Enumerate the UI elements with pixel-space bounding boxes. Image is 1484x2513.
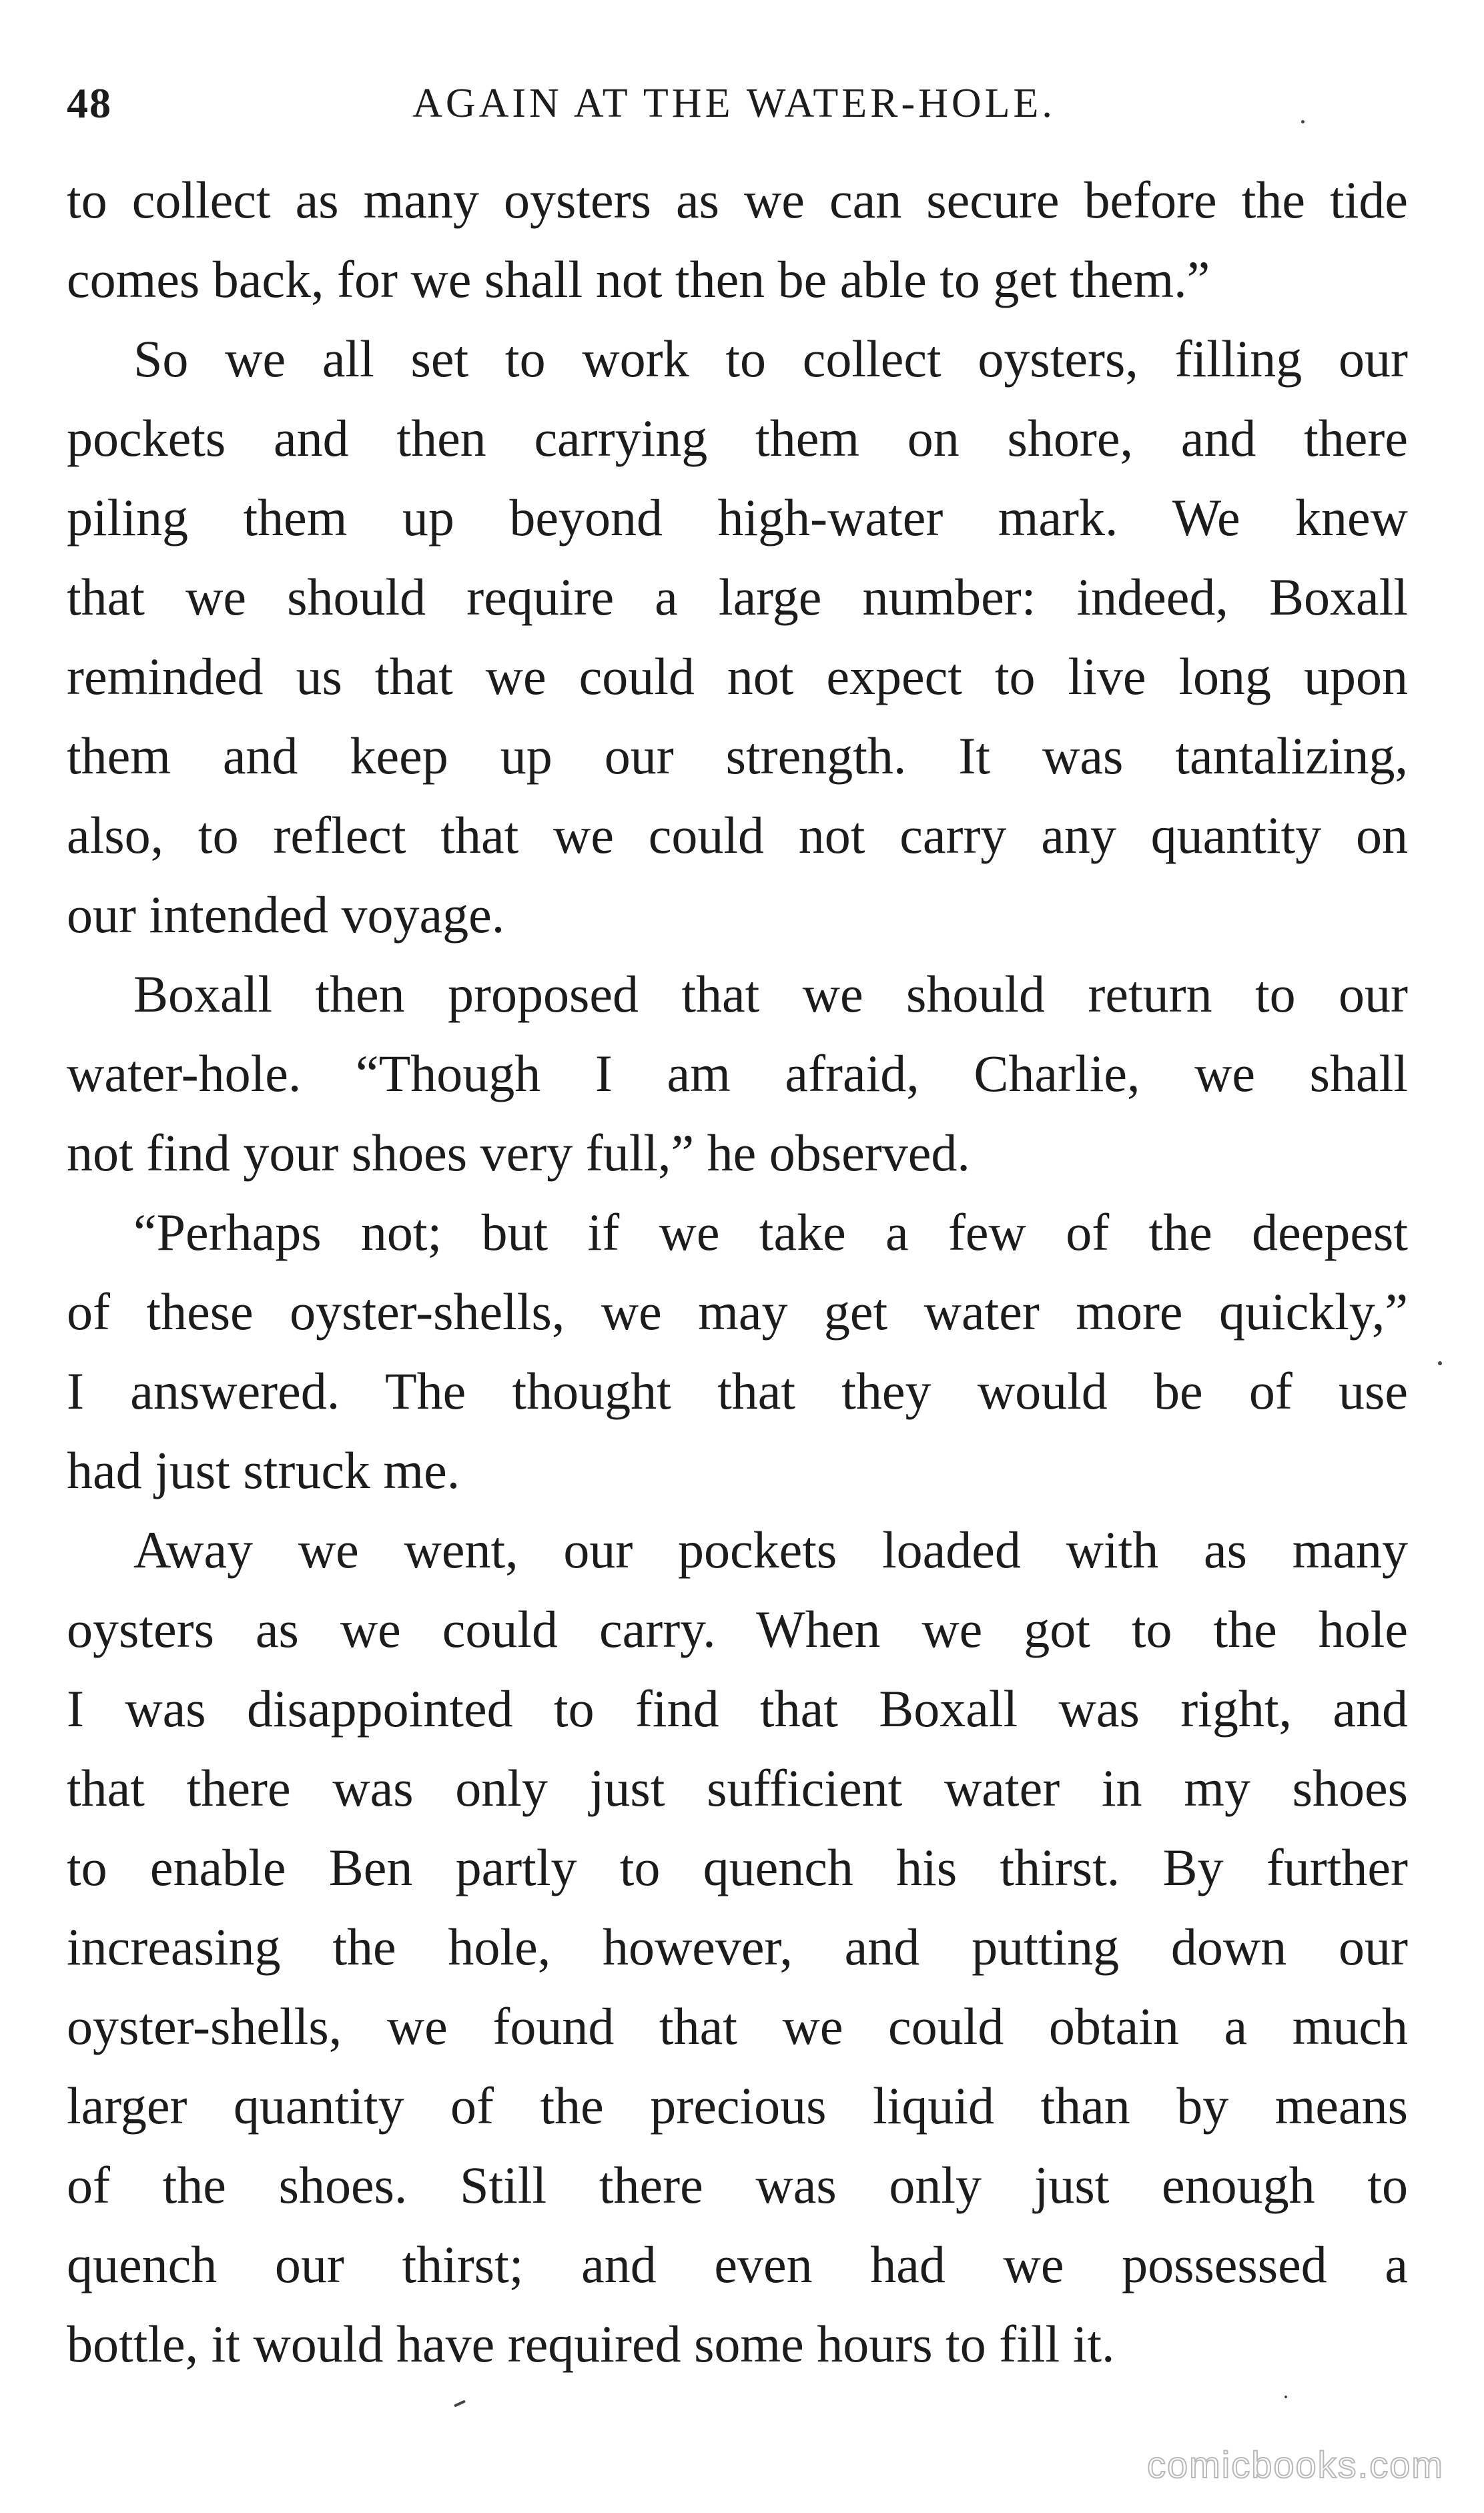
- chapter-title: AGAIN AT THE WATER-HOLE.: [412, 81, 1056, 126]
- text-line: Boxall then proposed that we should return to our: [133, 965, 1408, 1023]
- page-number: 48: [67, 79, 112, 127]
- text-line: I answered. The thought that they would be of use: [67, 1362, 1408, 1420]
- text-line: quench our thirst; and even had we possessed a: [67, 2235, 1408, 2293]
- text-line: to enable Ben partly to quench his thirst. By further: [67, 1838, 1408, 1896]
- running-head: [67, 67, 1401, 140]
- text-line: piling them up beyond high-water mark. We knew: [67, 488, 1408, 547]
- print-speck: [1438, 1361, 1442, 1365]
- text-line: comes back, for we shall not then be able to get them.”: [67, 250, 1210, 308]
- text-line: water-hole. “Though I am afraid, Charlie, we shall: [67, 1044, 1408, 1102]
- text-line: So we all set to work to collect oysters, filling our: [133, 330, 1408, 388]
- print-speck: [1301, 120, 1305, 123]
- text-line: of the shoes. Still there was only just enough to: [67, 2156, 1408, 2214]
- text-line: that there was only just sufficient water in my shoes: [67, 1759, 1408, 1817]
- text-line: of these oyster-shells, we may get water more quickly,”: [67, 1283, 1408, 1341]
- text-line: reminded us that we could not expect to live long upon: [67, 647, 1408, 705]
- text-line: larger quantity of the precious liquid than by means: [67, 2077, 1408, 2135]
- text-line: bottle, it would have required some hours to fill it.: [67, 2315, 1115, 2373]
- text-line: “Perhaps not; but if we take a few of the deepest: [133, 1203, 1408, 1261]
- print-speck: [454, 2400, 466, 2407]
- text-line: our intended voyage.: [67, 885, 505, 944]
- site-watermark: comicbooks.com: [1146, 2444, 1444, 2486]
- text-line: them and keep up our strength. It was tantalizing,: [67, 727, 1408, 785]
- text-line: pockets and then carrying them on shore, and there: [67, 409, 1408, 467]
- text-line: oyster-shells, we found that we could obtain a much: [67, 1997, 1408, 2055]
- text-line: oysters as we could carry. When we got to the hole: [67, 1600, 1408, 1658]
- text-line: increasing the hole, however, and putting down our: [67, 1918, 1408, 1976]
- text-line: not find your shoes very full,” he observed.: [67, 1124, 970, 1182]
- print-speck: [1284, 2396, 1287, 2398]
- text-line: I was disappointed to find that Boxall was right, and: [67, 1680, 1408, 1738]
- text-line: Away we went, our pockets loaded with as many: [133, 1521, 1408, 1579]
- text-line: also, to reflect that we could not carry any quantity on: [67, 806, 1408, 864]
- text-line: had just struck me.: [67, 1441, 460, 1499]
- text-line: that we should require a large number: indeed, Boxall: [67, 568, 1408, 626]
- body-text: [67, 160, 1408, 2384]
- text-line: to collect as many oysters as we can secure before the tide: [67, 171, 1408, 229]
